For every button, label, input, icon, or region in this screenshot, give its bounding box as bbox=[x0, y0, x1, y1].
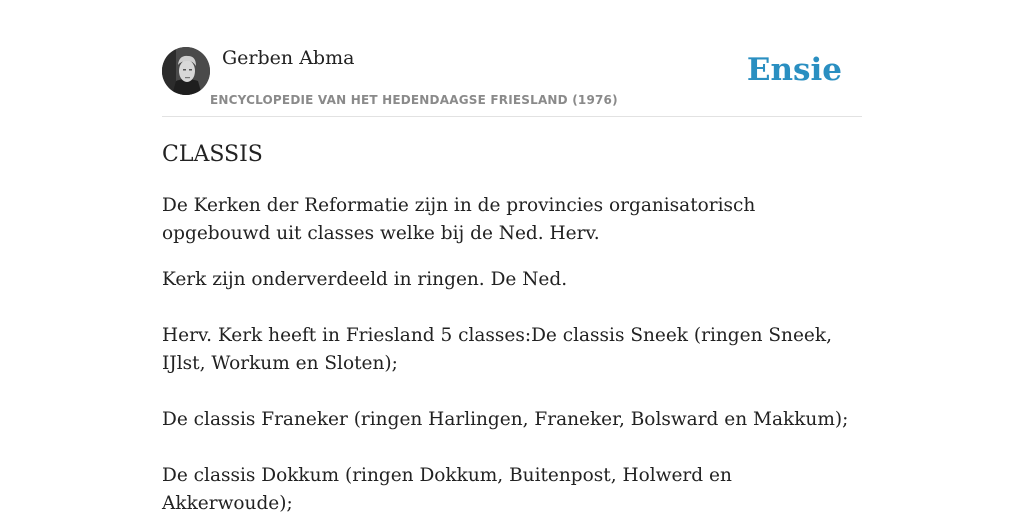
person-portrait-icon bbox=[162, 47, 210, 95]
author-name[interactable]: Gerben Abma bbox=[222, 47, 355, 69]
article-header bbox=[162, 46, 862, 117]
author-avatar[interactable] bbox=[162, 47, 210, 95]
source-publication[interactable]: ENCYCLOPEDIE VAN HET HEDENDAAGSE FRIESLAND (1976) bbox=[210, 93, 618, 107]
site-logo[interactable]: Ensie bbox=[746, 52, 842, 88]
article-paragraph: De Kerken der Reformatie zijn in de provincies organisatorisch opgebouwd uit classes welke bij de Ned. Herv. bbox=[162, 195, 756, 244]
article-body bbox=[162, 140, 862, 512]
article-paragraph: Kerk zijn onderverdeeld in ringen. De Ned. Herv. Kerk heeft in Friesland 5 classes:De classis Sneek (ringen Sneek, IJlst, Workum en Sloten); De classis Franeker (ringen Harlingen, Franeker, Bolsward en Makkum); De classis Dokkum (ringen Dokkum, Buitenpost, Holwerd en Akkerwoude); bbox=[162, 269, 849, 512]
article-title: CLASSIS bbox=[162, 142, 263, 167]
